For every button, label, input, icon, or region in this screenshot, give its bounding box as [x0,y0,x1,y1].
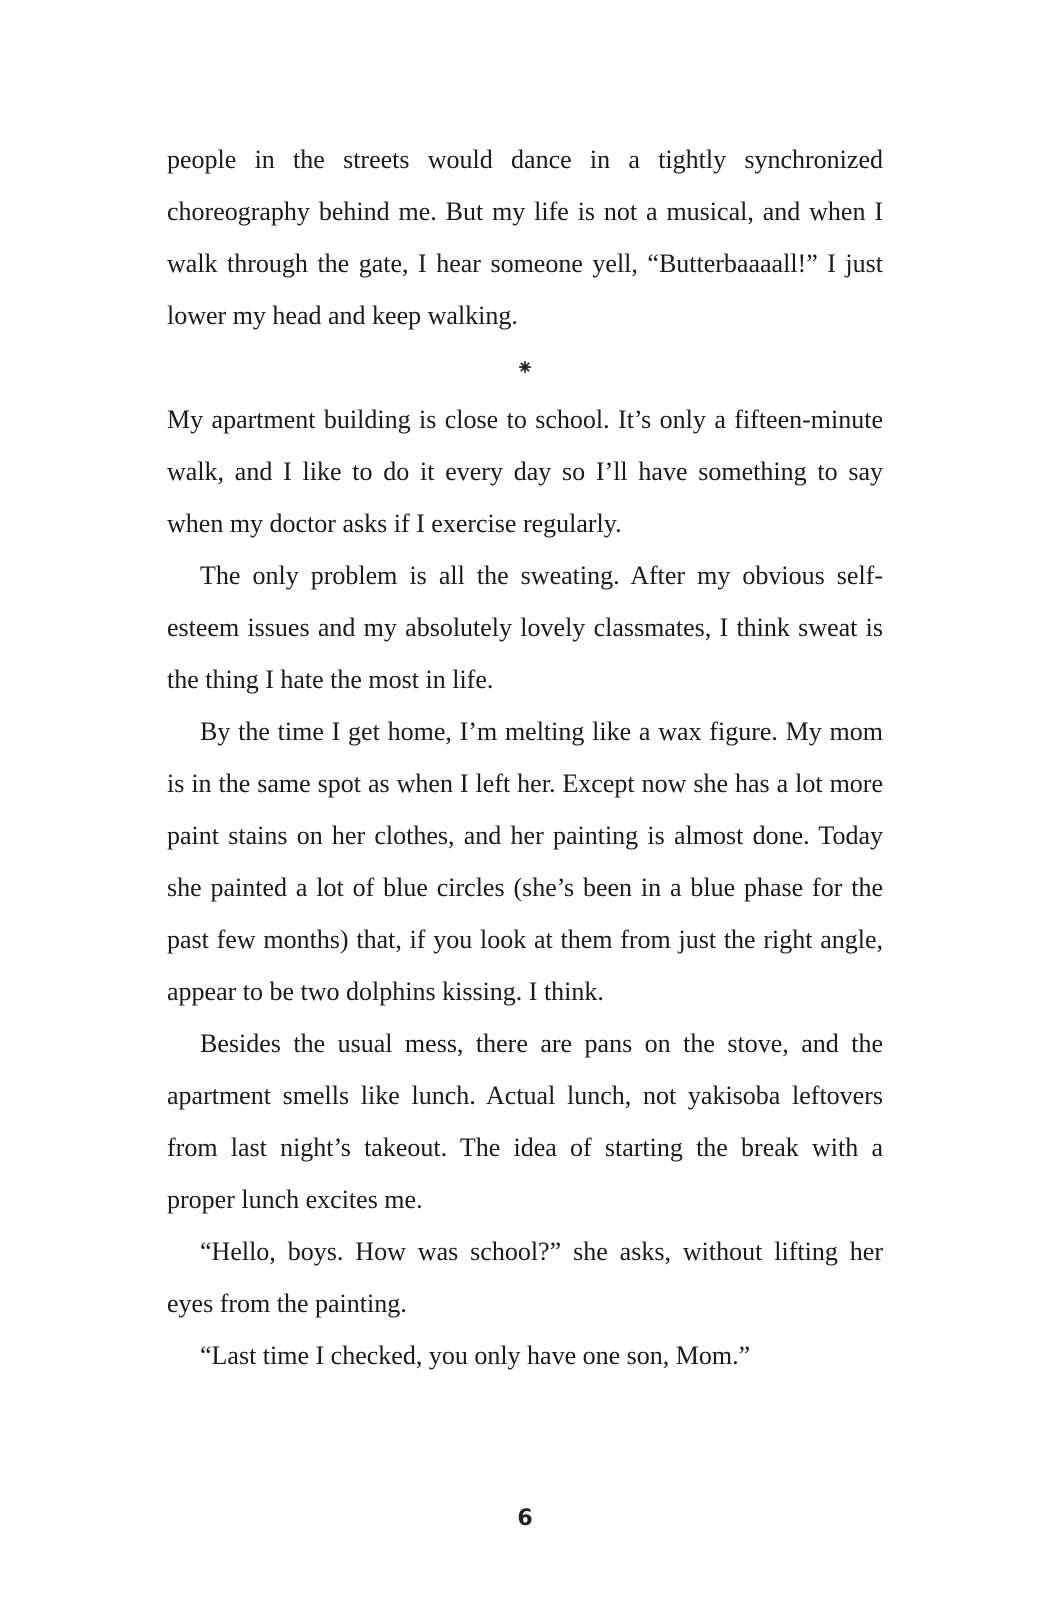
paragraph: The only problem is all the sweating. After my obvious self-esteem issues and my absolutely lovely classmates, I think sweat is the thing I hate the most in life. [167,561,883,694]
paragraph: By the time I get home, I’m melting like a wax figure. My mom is in the same spot as when I left her. Except now she has a lot more paint stains on her clothes, and her painting is almost done. Today she painted a lot of blue circles (she’s been in a blue phase for the past few months) that, if you look at them from just the right angle, appear to be two dolphins kissing. I think. [167,717,883,1006]
page-number: 6 [517,1506,533,1531]
section-break-ornament: ⁕ [515,355,535,380]
paragraph-dialogue: “Last time I checked, you only have one son, Mom.” [200,1341,751,1370]
body-text [167,134,883,1382]
paragraph: Besides the usual mess, there are pans on the stove, and the apartment smells like lunch. Actual lunch, not yakisoba leftovers from last night’s takeout. The idea of starting the break with a proper lunch excites me. [167,1029,883,1214]
paragraph-continued: people in the streets would dance in a tightly synchronized choreography behind me. But my life is not a musical, and when I walk through the gate, I hear someone yell, “Butterbaaaall!” I just lower my head and keep walking. [167,145,883,330]
paragraph-section-start: My apartment building is close to school. It’s only a fifteen-minute walk, and I like to do it every day so I’ll have something to say when my doctor asks if I exercise regularly. [167,405,883,538]
paragraph-dialogue: “Hello, boys. How was school?” she asks, without lifting her eyes from the painting. [167,1237,883,1318]
